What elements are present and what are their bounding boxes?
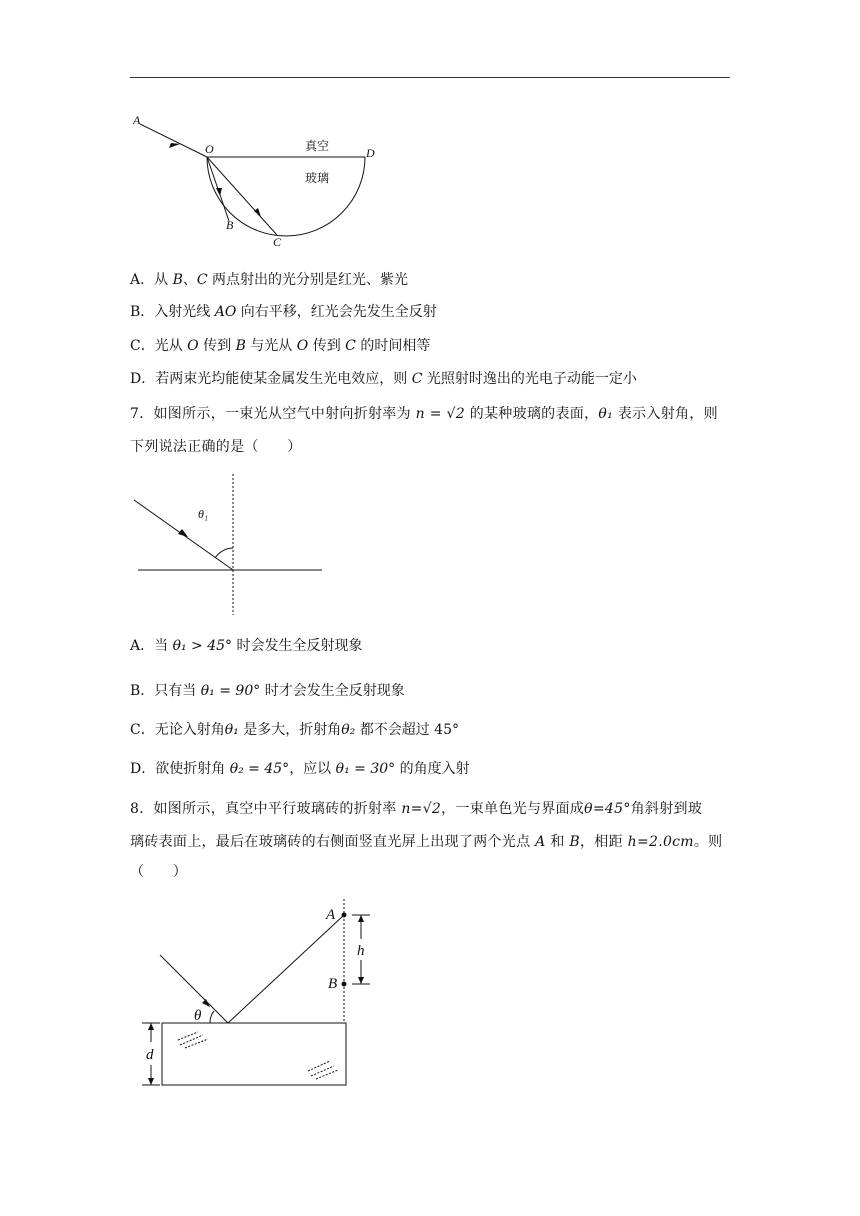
q8-label-d: d — [146, 1047, 154, 1063]
q8-stem-line2: 璃砖表面上，最后在玻璃砖的右侧面竖直光屏上出现了两个光点 A 和 B，相距 h=2.0cm。则 — [130, 834, 723, 850]
q7-option-c: C．无论入射角θ₁ 是多大，折射角θ₂ 都不会超过 45° — [130, 722, 459, 738]
q7-option-a: A．当 θ₁ > 45° 时会发生全反射现象 — [130, 638, 363, 654]
q8-label-B: B — [328, 976, 338, 992]
q6-semicircle-figure — [125, 110, 385, 255]
header-rule — [130, 77, 730, 78]
q6-option-a: A．从 B、C 两点射出的光分别是红光、紫光 — [130, 272, 409, 288]
q6-label-D: D — [366, 146, 375, 160]
q7-theta-label: θ₁ — [198, 507, 209, 521]
q8-label-A: A — [326, 907, 336, 923]
q7-stem-line2: 下列说法正确的是（ ） — [130, 439, 302, 455]
q7-incidence-figure — [130, 470, 330, 620]
q8-label-h: h — [357, 943, 365, 959]
q6-option-d: D．若两束光均能使某金属发生光电效应，则 C 光照射时逸出的光电子动能一定小 — [130, 371, 637, 387]
q6-label-C: C — [273, 235, 282, 249]
q6-option-b: B．入射光线 AO 向右平移，红光会先发生全反射 — [130, 304, 437, 320]
q7-option-b: B．只有当 θ₁ = 90° 时才会发生全反射现象 — [130, 683, 405, 699]
q6-label-glass: 玻璃 — [305, 171, 330, 185]
q8-stem-line3: （ ） — [130, 864, 188, 880]
q6-label-O: O — [205, 142, 214, 156]
q6-option-c: C．光从 O 传到 B 与光从 O 传到 C 的时间相等 — [130, 338, 431, 354]
q6-label-vacuum: 真空 — [305, 139, 330, 153]
q7-option-d: D．欲使折射角 θ₂ = 45°，应以 θ₁ = 30° 的角度入射 — [130, 761, 470, 777]
q6-label-A: A — [133, 113, 141, 127]
q7-stem-line1: 7．如图所示，一束光从空气中射向折射率为 n = √2 的某种玻璃的表面，θ₁ 表示入射角，则 — [130, 406, 718, 422]
q6-label-B: B — [226, 218, 234, 232]
q8-label-theta: θ — [194, 1008, 202, 1024]
q8-stem-line1: 8．如图所示，真空中平行玻璃砖的折射率 n=√2，一束单色光与界面成θ=45°角斜射到玻 — [130, 801, 703, 817]
q8-glass-brick-figure — [130, 895, 390, 1100]
